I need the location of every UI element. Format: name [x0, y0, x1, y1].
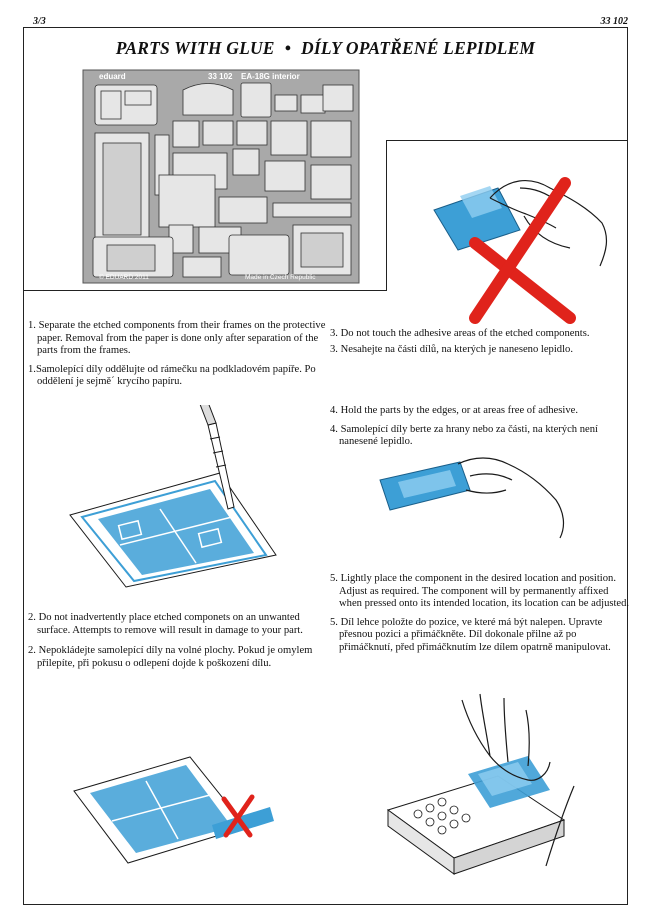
fret-brand: eduard: [99, 72, 126, 81]
illustration-hold-edges: [370, 450, 570, 550]
step-4-english: 4. Hold the parts by the edges, or at areas free of adhesive.: [330, 405, 578, 416]
step-1-english: 1. Separate the etched components from their frames on the protective paper. Removal from the paper is done only after separation of the parts from the frames.: [28, 320, 326, 357]
hand-icon: [458, 458, 563, 538]
step-2: [28, 612, 318, 670]
step-1-czech: 1.Samolepící díly oddělujte od rámečku na podkladovém papíře. Po oddělení je sejmě´ krycího papíru.: [28, 363, 316, 388]
title-separator: •: [284, 38, 292, 58]
fret-code: 33 102: [208, 72, 233, 81]
illustration-wrong-surface: [70, 735, 290, 875]
reference-number: 33 102: [600, 16, 628, 27]
page-title: [23, 38, 628, 59]
step-3: [330, 328, 630, 356]
step-5: [330, 573, 630, 655]
step-5-english: 5. Lightly place the component in the desired location and position. Adjust as required. The component will by permanently affixed when pressed onto its intended location, its location can be adjusted.: [330, 573, 630, 610]
section-divider-middle: [23, 290, 387, 291]
illustration-separate-parts: [60, 405, 290, 590]
page-number: 3/3: [33, 16, 46, 27]
step-4-czech: 4. Samolepící díly berte za hrany nebo za části, na kterých není nanesené lepidlo.: [330, 423, 598, 448]
step-2-english: 2. Do not inadvertently place etched componets on an unwanted surface. Attempts to remove will result in damage to your part.: [28, 612, 303, 636]
fret-illustration: [23, 65, 387, 290]
step-3-english: 3. Do not touch the adhesive areas of the etched components.: [330, 328, 590, 339]
fret-made-in: Made in Czech Republic: [245, 274, 316, 281]
section-divider-top: [386, 140, 628, 141]
fret-name: EA-18G interior: [241, 72, 300, 81]
step-4: [330, 405, 630, 449]
fret-parts: [93, 83, 353, 277]
illustration-dont-touch: [420, 148, 620, 328]
step-3-czech: 3. Nesahejte na části dílů, na kterých je naneseno lepidlo.: [330, 343, 573, 355]
illustration-press-part: [378, 690, 578, 880]
title-english: PARTS WITH GLUE: [115, 38, 275, 58]
step-1: [28, 320, 328, 389]
step-5-czech: 5. Díl lehce položte do pozice, ve které má být nalepen. Upravte přesnou pozici a přimáčkněte. Díl dokonale přilne až po přimáčknutí, před přimáčknutím lze dílem opatrně manipulovat.: [330, 616, 611, 653]
title-czech: DÍLY OPATŘENÉ LEPIDLEM: [301, 38, 536, 58]
fret-copyright: © EDUARD 2011: [99, 274, 149, 281]
etched-fret: [23, 65, 387, 290]
step-2-czech: 2. Nepokládejte samolepící díly na volné plochy. Pokud je omylem přilepíte, při pokusu o odlepení dojde k poškození dílu.: [28, 645, 313, 669]
